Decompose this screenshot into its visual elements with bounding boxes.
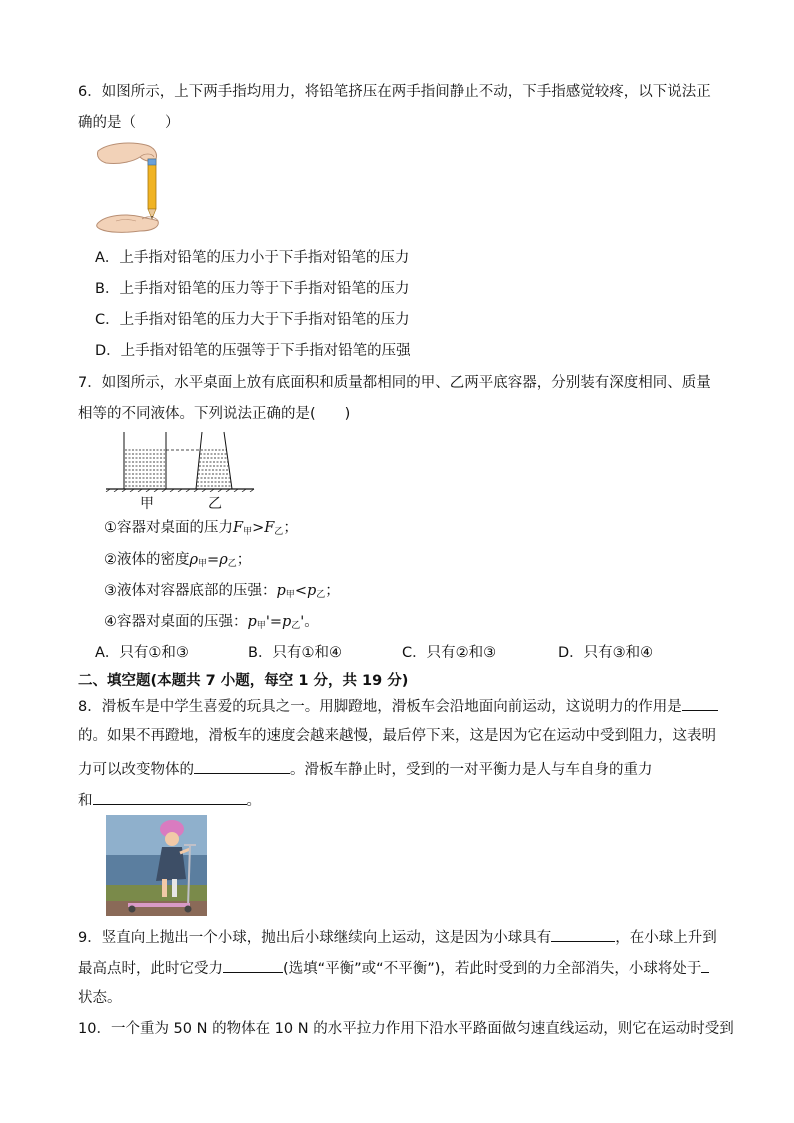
q7-option-d: D．只有③和④	[558, 645, 654, 661]
q9-blank-1[interactable]	[551, 926, 615, 942]
q8-line1: 8．滑板车是中学生喜爱的玩具之一。用脚蹬地，滑板车会沿地面向前运动，这说明力的作用是	[78, 695, 718, 717]
q6-stem-line1: 6．如图所示，上下两手指均用力，将铅笔挤压在两手指间静止不动，下手指感觉较疼，以下说法正	[78, 84, 711, 100]
q9-line1: 9．竖直向上抛出一个小球，抛出后小球继续向上运动，这是因为小球具有 ，在小球上升到	[78, 926, 717, 948]
q7-statement-4: ④容器对桌面的压强：$p_甲'=p_乙'$。	[104, 614, 319, 631]
q7-stem-line1: 7．如图所示，水平桌面上放有底面积和质量都相同的甲、乙两平底容器，分别装有深度相同、质量	[78, 375, 711, 391]
container-label-jia: 甲	[140, 496, 154, 512]
q7-statement-2: ②液体的密度$\rho_甲=\rho_乙$；	[104, 552, 252, 569]
q9-line3: 状态。	[78, 990, 122, 1006]
q6-option-a: A．上手指对铅笔的压力小于下手指对铅笔的压力	[95, 250, 410, 266]
containers-figure	[104, 428, 256, 492]
section-heading-fill-in: 二、填空题(本题共 7 小题，每空 1 分，共 19 分)	[78, 673, 409, 689]
q7-statement-1: ①容器对桌面的压力$F_甲>F_乙$；	[104, 520, 298, 537]
q7-option-a: A．只有①和③	[95, 645, 189, 661]
q7-statement-3: ③液体对容器底部的压强：$p_甲<p_乙$；	[104, 583, 340, 600]
q6-option-c: C．上手指对铅笔的压力大于下手指对铅笔的压力	[95, 312, 410, 328]
q8-blank-2[interactable]	[194, 758, 290, 774]
q8-line3: 力可以改变物体的 。滑板车静止时，受到的一对平衡力是人与车自身的重力	[78, 758, 653, 780]
q6-option-b: B．上手指对铅笔的压力等于下手指对铅笔的压力	[95, 281, 410, 297]
q6-option-d: D．上手指对铅笔的压强等于下手指对铅笔的压强	[95, 343, 411, 359]
q10-line1: 10．一个重为 50 N 的物体在 10 N 的水平拉力作用下沿水平路面做匀速直线运动，则它在运动时受到	[78, 1021, 734, 1037]
q7-option-b: B．只有①和④	[248, 645, 342, 661]
q7-option-c: C．只有②和③	[402, 645, 497, 661]
q7-stem-line2: 相等的不同液体。下列说法正确的是( )	[78, 406, 351, 422]
q8-line4: 和 。	[78, 789, 261, 811]
q8-line2: 的。如果不再蹬地，滑板车的速度会越来越慢，最后停下来，这是因为它在运动中受到阻力，这表明	[78, 728, 716, 744]
q9-blank-3[interactable]	[701, 957, 709, 973]
q8-blank-1[interactable]	[682, 695, 718, 711]
q9-blank-2[interactable]	[223, 957, 283, 973]
child-scooter-photo	[106, 815, 207, 916]
container-label-yi: 乙	[208, 496, 222, 512]
q8-blank-3[interactable]	[93, 789, 247, 805]
fingers-pencil-figure	[96, 139, 192, 235]
q9-line2: 最高点时，此时它受力 (选填“平衡”或“不平衡”)，若此时受到的力全部消失，小球将处于	[78, 957, 709, 979]
q6-stem-line2: 确的是（ ）	[78, 115, 180, 131]
